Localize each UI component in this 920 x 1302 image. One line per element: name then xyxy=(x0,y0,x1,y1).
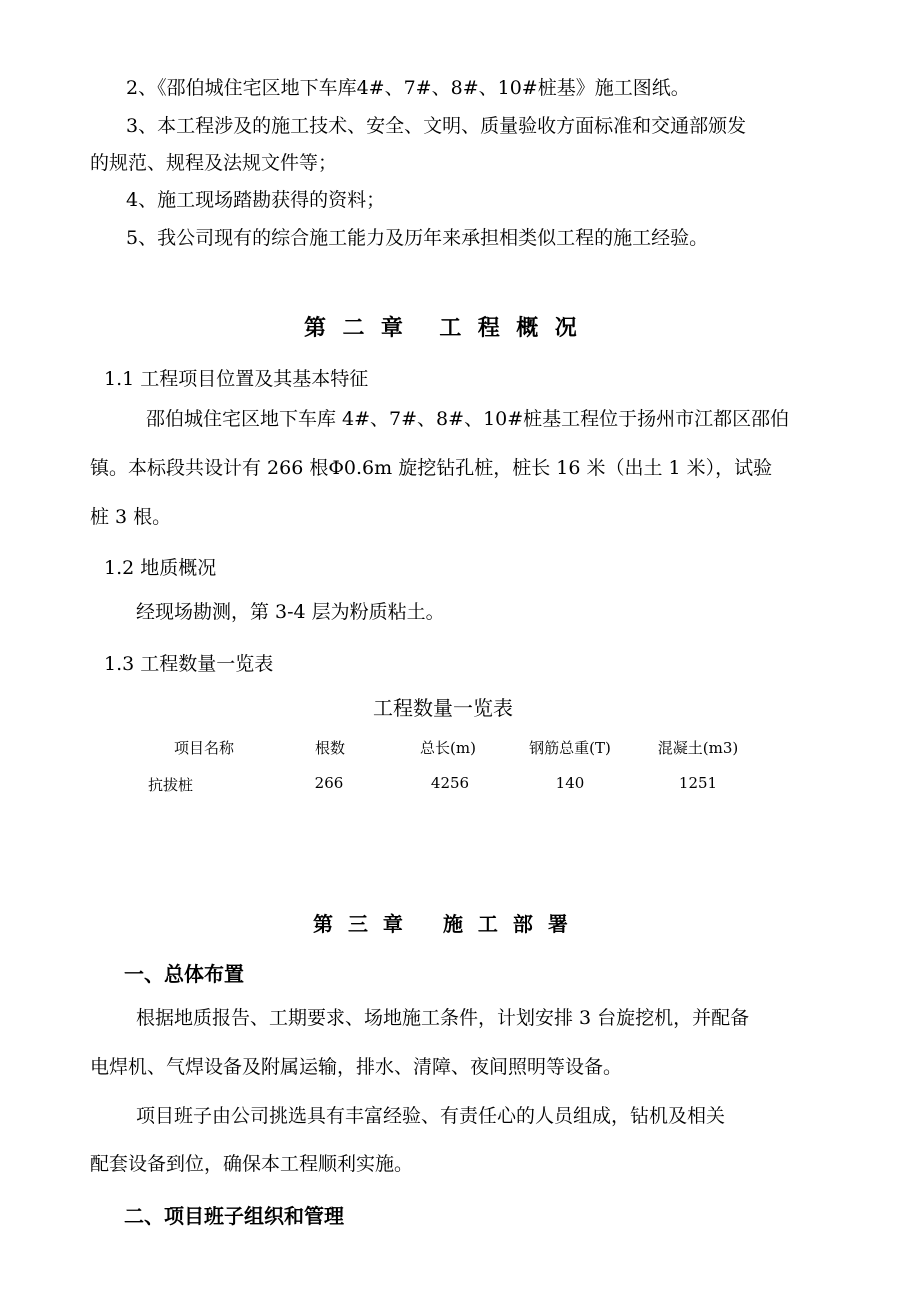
table-header-cell: 总长(m) xyxy=(420,739,476,757)
table-cell: 140 xyxy=(555,774,585,792)
section-1-p1-line2: 电焊机、气焊设备及附属运输，排水、清障、夜间照明等设备。 xyxy=(90,1056,623,1078)
section-1-1-line1: 邵伯城住宅区地下车库 4#、7#、8#、10#桩基工程位于扬州市江都区邵伯 xyxy=(146,408,790,430)
table-header-cell: 混凝土(m3) xyxy=(657,739,739,757)
table-cell: 4256 xyxy=(430,774,470,792)
section-2-heading: 二、项目班子组织和管理 xyxy=(124,1204,344,1228)
chapter-2-number: 第 二 章 xyxy=(304,315,408,341)
section-1-1-heading: 1.1 工程项目位置及其基本特征 xyxy=(104,368,369,390)
section-1-1-line2: 镇。本标段共设计有 266 根Φ0.6m 旋挖钻孔桩，桩长 16 米（出土 1 米），试验 xyxy=(90,457,773,479)
basis-item-5: 5、我公司现有的综合施工能力及历年来承担相类似工程的施工经验。 xyxy=(126,227,709,249)
chapter-2-heading xyxy=(304,311,581,342)
table-header-cell: 项目名称 xyxy=(173,739,235,757)
section-1-p1-line1: 根据地质报告、工期要求、场地施工条件，计划安排 3 台旋挖机，并配备 xyxy=(136,1007,750,1029)
table-header-cell: 根数 xyxy=(314,739,346,757)
basis-item-4: 4、施工现场踏勘获得的资料； xyxy=(126,189,386,211)
chapter-2-title: 工 程 概 况 xyxy=(439,315,582,341)
table-cell: 抗拔桩 xyxy=(148,776,194,794)
section-1-heading: 一、总体布置 xyxy=(124,962,244,986)
section-1-2-heading: 1.2 地质概况 xyxy=(104,557,217,579)
basis-item-3-line2: 的规范、规程及法规文件等； xyxy=(90,152,338,174)
chapter-3-number: 第 三 章 xyxy=(313,912,407,936)
section-1-2-text: 经现场勘测，第 3-4 层为粉质粘土。 xyxy=(136,601,445,623)
section-1-3-heading: 1.3 工程数量一览表 xyxy=(104,653,274,675)
quantity-table-title: 工程数量一览表 xyxy=(373,696,513,720)
section-1-p2-line1: 项目班子由公司挑选具有丰富经验、有责任心的人员组成，钻机及相关 xyxy=(136,1105,726,1127)
chapter-3-title: 施 工 部 署 xyxy=(442,912,572,936)
table-header-cell: 钢筋总重(T) xyxy=(529,739,611,757)
section-1-1-line3: 桩 3 根。 xyxy=(90,506,172,528)
table-cell: 1251 xyxy=(678,774,718,792)
basis-item-3-line1: 3、本工程涉及的施工技术、安全、文明、质量验收方面标准和交通部颁发 xyxy=(126,115,747,137)
table-cell: 266 xyxy=(314,774,344,792)
basis-item-2: 2、《邵伯城住宅区地下车库4#、7#、8#、10#桩基》施工图纸。 xyxy=(126,77,690,99)
section-1-p2-line2: 配套设备到位，确保本工程顺利实施。 xyxy=(90,1153,414,1175)
chapter-3-heading xyxy=(313,908,572,937)
